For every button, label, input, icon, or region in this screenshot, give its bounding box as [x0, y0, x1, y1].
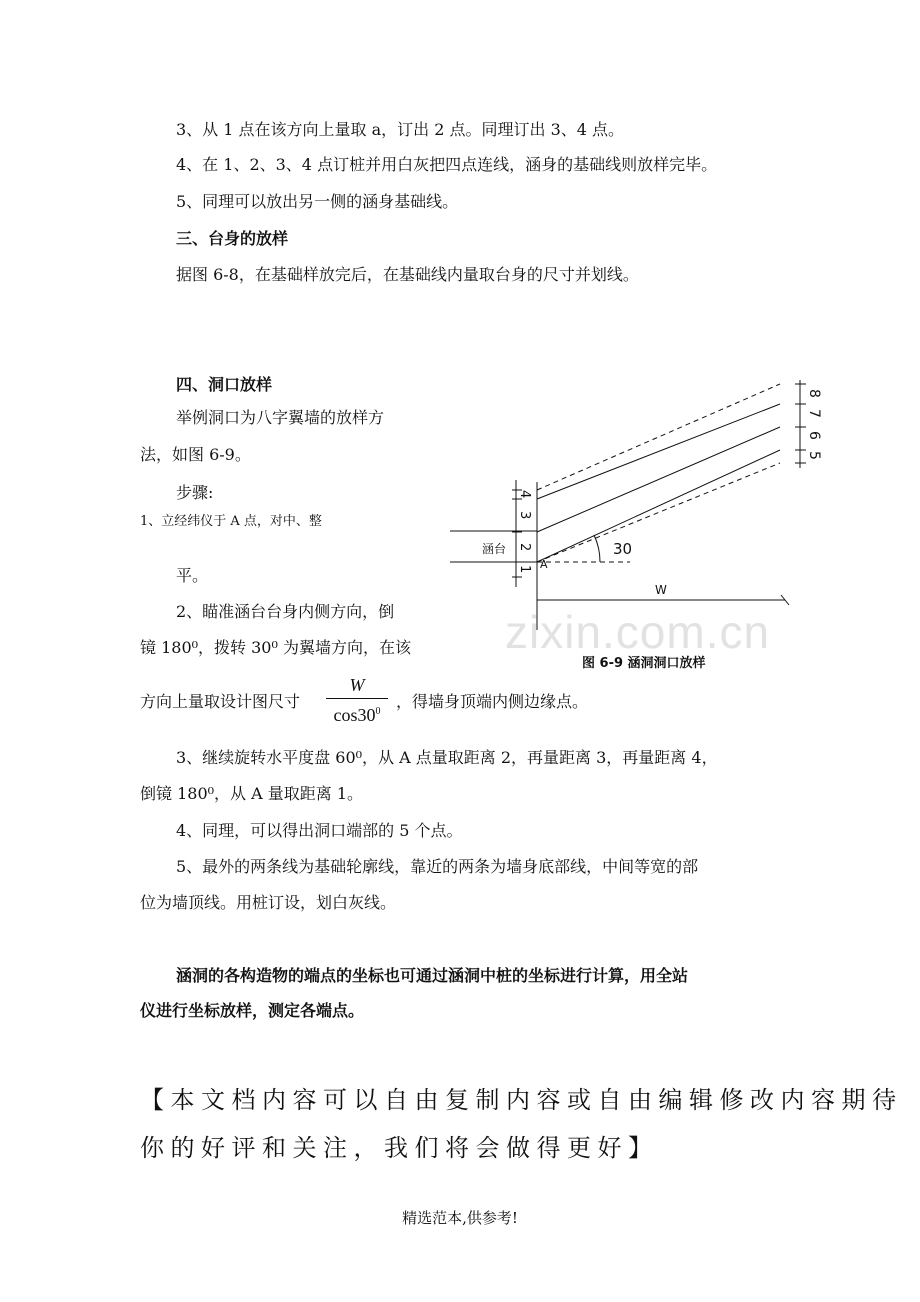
step-2-c-suffix: ，得墙身顶端内侧边缘点。 — [396, 692, 589, 711]
figure-culvert-wingwall — [440, 372, 840, 632]
paragraph-step-4: 4、在 1、2、3、4 点订桩并用白灰把四点连线，涵身的基础线则放样完毕。 — [176, 155, 718, 174]
angle-arc — [594, 535, 600, 562]
step-2-c-prefix: 方向上量取设计图尺寸 — [140, 692, 301, 711]
bold-note-b: 仪进行坐标放样，测定各端点。 — [140, 1001, 365, 1020]
right-dim-7: 7 — [806, 409, 822, 418]
wingwall-line-4 — [537, 404, 780, 499]
right-dim-5: 5 — [806, 451, 822, 460]
left-dim-2: 2 — [517, 543, 532, 552]
step-3-a: 3、继续旋转水平度盘 60⁰，从 A 点量取距离 2，再量距离 3，再量距离 4， — [176, 748, 718, 767]
step-2-b: 镜 180⁰，拨转 30⁰ 为翼墙方向，在该 — [140, 638, 411, 657]
step-1-b: 平。 — [176, 566, 209, 585]
label-angle: 30 — [613, 540, 633, 558]
promo-line-2: 你的好评和关注，我们将会做得更好】 — [140, 1134, 659, 1162]
label-width: W — [655, 583, 667, 597]
formula-fraction — [322, 674, 392, 726]
step-2-a: 2、瞄准涵台台身内侧方向，倒 — [176, 602, 395, 621]
dashed-outline-bottom — [537, 463, 780, 562]
wingwall-line-3 — [537, 427, 780, 532]
page-footer: 精选范本,供参考! — [402, 1209, 518, 1227]
right-dim-6: 6 — [806, 431, 822, 440]
left-dim-3: 3 — [517, 511, 532, 520]
promo-line-1: 【本文档内容可以自由复制内容或自由编辑修改内容期待 — [140, 1086, 903, 1114]
step-3-b: 倒镜 180⁰，从 A 量取距离 1。 — [140, 784, 364, 803]
figure-caption: 图 6-9 涵洞洞口放样 — [582, 656, 706, 671]
left-dim-4: 4 — [517, 490, 532, 499]
label-point-a: A — [540, 558, 548, 571]
label-culvert: 涵台 — [482, 542, 507, 556]
bold-note-a: 涵洞的各构造物的端点的坐标也可通过涵洞中桩的坐标进行计算，用全站 — [176, 966, 689, 985]
section-heading-3: 三、台身的放样 — [176, 229, 289, 248]
step-5-b: 位为墙顶线。用桩订设，划白灰线。 — [140, 893, 397, 912]
step-5-a: 5、最外的两条线为基础轮廓线，靠近的两条为墙身底部线，中间等宽的部 — [176, 857, 699, 876]
paragraph-intro-a: 举例洞口为八字翼墙的放样方 — [176, 408, 385, 427]
paragraph-step-5: 5、同理可以放出另一侧的涵身基础线。 — [176, 192, 459, 211]
paragraph-abutment: 据图 6-8，在基础样放完后，在基础线内量取台身的尺寸并划线。 — [176, 265, 639, 284]
paragraph-intro-b: 法，如图 6-9。 — [140, 445, 251, 464]
step-1-a: 1、立经纬仪于 A 点，对中、整 — [140, 514, 322, 529]
formula-numerator: W — [349, 675, 365, 695]
left-dim-1: 1 — [517, 565, 532, 574]
section-heading-4: 四、洞口放样 — [176, 375, 273, 394]
watermark: zixin.com.cn — [505, 606, 771, 658]
formula-bar — [326, 698, 388, 699]
paragraph-step-3: 3、从 1 点在该方向上量取 a，订出 2 点。同理订出 3、4 点。 — [176, 120, 625, 139]
formula-exponent: 0 — [375, 706, 381, 717]
formula-denominator: $\cos 30^0$ — [333, 705, 381, 725]
steps-label: 步骤: — [176, 483, 214, 502]
wingwall-line-2 — [537, 450, 780, 562]
step-4: 4、同理，可以得出洞口端部的 5 个点。 — [176, 821, 463, 840]
dashed-outline-top — [537, 384, 780, 490]
right-dim-8: 8 — [806, 389, 822, 398]
